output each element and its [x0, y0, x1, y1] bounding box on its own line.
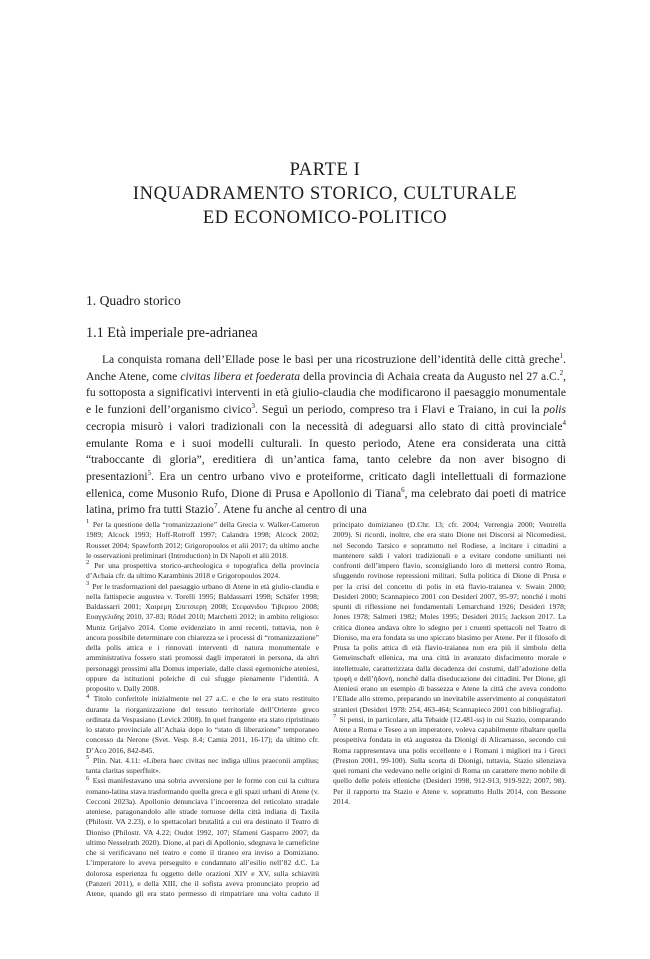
footnote-number: 5 [86, 754, 90, 762]
footnote-number: 1 [86, 518, 90, 526]
footnote [333, 715, 566, 807]
text-run: della provincia di Achaia creata da Augusto nel 27 a.C. [300, 370, 560, 383]
footnote-text: Si pensi, in particolare, alla Tebaide (12.481-ss) in cui Stazio, comparando Atene a Roma e Teseo a un imperatore, voleva capabilmente ribaltare quella prospettiva fondata in età augustea da Dionigi di Alicarnasso, secondo cui Roma rappresentava una polis eccellente e i Romani i migliori tra i Greci (Preston 2001, 99-100). Sulla scorta di Dionigi, tuttavia, Stazio silenziava quei romani che vedevano nelle origini di Roma un carattere meno nobile di quello delle poleis elleniche (Desideri 1998, 912-913, 919-922; 2007, 98). Per il rapporto tra Stazio e Atene v. soprattutto Hulls 2014, con Bessone 2014. [333, 714, 566, 806]
italic-term: civitas libera et foederata [180, 370, 301, 383]
part-subtitle-line-2: ED ECONOMICO-POLITICO [202, 208, 448, 228]
footnote-ref[interactable]: 7 [213, 502, 218, 511]
footnote-ref[interactable]: 6 [401, 485, 405, 494]
footnote [86, 694, 319, 756]
footnote-number: 6 [86, 774, 90, 782]
text-run: emulante Roma e i suoi modelli culturali. In questo periodo, Atene era considerata una città “traboccante di gloria”, ereditiera di un’antica fama, tanto celebre da non aver bisogno di presentazioni [86, 437, 566, 483]
footnote-ref[interactable]: 1 [559, 352, 564, 361]
footnote-ref[interactable]: 3 [251, 402, 256, 411]
footnotes-area [86, 520, 566, 900]
footnote [86, 561, 319, 582]
section-heading-1: 1. Quadro storico [86, 293, 181, 308]
italic-term: polis [543, 404, 566, 417]
text-run: . Seguì un periodo, compreso tra i Flavi e Traiano, in cui la [255, 404, 544, 417]
footnote-ref[interactable]: 2 [559, 368, 564, 377]
footnote [86, 579, 319, 695]
text-run: , ma celebrato dai poeti di matrice latina, primo fra tutti Stazio [86, 487, 566, 517]
footnote [86, 756, 319, 777]
footnote-ref[interactable]: 5 [147, 469, 152, 478]
part-subtitle-line-1: INQUADRAMENTO STORICO, CULTURALE [132, 184, 518, 204]
main-paragraph [86, 352, 566, 519]
section-heading-1-1: 1.1 Età imperiale pre-adrianea [86, 325, 258, 341]
text-run: , fu sottoposta a significativi interventi in età giulio-claudia che modificarono il paesaggio monumentale e le funzioni dell’organismo civico [86, 370, 566, 417]
footnote-text: Essi manifestavano una sobria avversione per le forme con cui la cultura romano-latina stava trasformando quella greca e gli spazi urbani di Atene (v. Cecconi 2023a). Apollonio denunciava l’incoerenza del reticolato stradale ateniese, paragonandolo alle strade tortuose della città indiana di Taxila (Philostr. VA 2.23), e lo spettacolari brutalità a cui era destinato il Teatro di Dioniso (Philostr. VA 4.22; Oudot 1992, 107; Sfameni Gasparro 2007; da ultimo Nesselrath 2020). Dione, al pari di Apollonio, sdegnava le carneficine che si verificavano nel teatro e come il tiraneo era inviso a Domiziano. L’imperatore lo aveva perseguito e condannato all’esilio nell’82 d.C. La dolorosa esperienza fu oggetto delle orazioni XIV e XV, sulla schiavitù (Panzeri 2011), e della XIII, che il sofista aveva pronunciato proprio ad Atene, quando gli era stato permesso di rimpatriare una volta caduto il principato domizianeo (D.Chr. 13; cfr. 2004; Verrengia 2000; Ventrella 2009). Si ricordi, inoltre, che era stato Dione nei Discorsi ai Nicomediesi, nel Secondo Tarsico e soprattutto nel Rodiese, a incitare i cittadini a mantenere saldi i valori tradizionali e a evitare condotte umilianti nei confronti dell’impero flavio, sconsigliando loro di mettersi contro Roma, sfuggendo rovinose repressioni militari. Sulla politica di Dione di Prusa e per la crisi del concetto di polis in età flavio-traianea v. Swain 2000; Desideri 2000; Scannapieco 2001 con Desideri 2007, 95-97; nonché i molti spunti di riflessione nei fondamentali Lemarchand 1926; Desideri 1978; Jones 1978; Salmeri 1982; Moles 1995; Desideri 2015; Jackson 2017. La critica dionea andava oltre lo sdegno per i cruenti spettacoli nel Teatro di Dioniso, ma era fondata su uno spiccato biasimo per Atene. Per il filosofo di Prusa la polis attica di età flavio-traianea non era più il simbolo della Gemeinschaft ellenica, ma una città in avanzato disfacimento morale e intellettuale, caratterizzata dalla decadenza dei costumi, dall’adozione della τρυφή e dell’ἡδονή, nonché dalla diseducazione dei cittadini. Per Dione, gli Ateniesi erano un esempio di bassezza e Atene la città che aveva condotto l’Ellade allo stremo, preparando un inevitabile asservimento ai conquistatori stranieri (Desideri 1978: 254, 463-464; Scannapieco 2001 con bibliografia). [86, 520, 566, 898]
footnote-text: Per una prospettiva storico-archeologica e topografica della provincia d’Achaia cfr. da ultimo Karambinis 2018 e Grigoropoulos 2024. [86, 561, 320, 581]
text-run: . Era un centro urbano vivo e proteiforme, criticato dagli intellettuali di formazione ellenica, come Musonio Rufo, Dione di Prusa e Apollonio di Tiana [86, 470, 566, 500]
footnote-number: 4 [86, 692, 90, 700]
text-run: . Anche Atene, come [86, 354, 566, 383]
footnote [86, 520, 319, 561]
footnote-text: Per la questione della “romanizzazione” della Grecia v. Walker-Cameron 1989; Alcock 1993; Hoff-Rotroff 1997; Calandra 1998; Alcock 2002; Rousset 2004; Spawforth 2012; Grigoropoulos et alii 2017; da ultimo anche le osservazioni preliminari (Introduction) in Di Napoli et alii 2018. [86, 520, 319, 560]
part-heading-block [40, 158, 610, 230]
text-run: . Atene fu anche al centro di una [217, 504, 367, 517]
footnote-text: Per le trasformazioni del paesaggio urbano di Atene in età giulio-claudia e nella fattispecie augustea v. Torelli 1995; Baldassarri 1998; Schäfer 1998; Baldassarri 2001; Χαιρεμη Σπετσιερη 2008; Στεφανιδου Τιβεριου 2008; Ευαγγελιδης 2010, 37-83; Rödel 2010; Marchetti 2012; in ambito religioso: Muniz Grijalvo 2014. Come evidenziato in anni recenti, tuttavia, non è ancora possibile determinare con chiarezza se i processi di “romanizzazione” della polis attica e i rinnovati interventi di natura monumentale e amministrativa fossero stati promossi dagli imperatori in persona, da altri personaggi prossimi alla Domus imperiale, dalle classi egemoniche ateniesi, oppure da istituzioni poleiche di cui sfugge pienamente l’identità. A proposito v. Dally 2008. [86, 581, 319, 693]
part-title: PARTE I [289, 160, 361, 180]
footnote-number: 7 [333, 713, 337, 721]
footnote-text: Titolo conferitole inizialmente nel 27 a.C. e che le era stato restituito durante la riorganizzazione del tessuto territoriale dell’Oriente greco ordinata da Vespasiano (Levick 2008). In quel frangente era stato ripristinato lo statuto provinciale all’Achaia dopo lo “stato di liberazione” temporaneo concesso da Nerone (Svet. Vesp. 8.4; Camia 2011, 16-17); da ultimo cfr. D’Aco 2016, 842-845. [86, 694, 319, 755]
footnote-text: Plin. Nat. 4.11: «Libera haec civitas nec indiga ullius praeconii amplius; tanta claritas superfluit». [86, 755, 319, 775]
footnote-number: 3 [86, 579, 90, 587]
text-run: cecropia misurò i valori tradizionali con la necessità di adeguarsi allo stato di città provinciale [86, 420, 563, 433]
footnote-number: 2 [86, 559, 90, 567]
footnote-ref[interactable]: 4 [562, 418, 566, 427]
text-run: La conquista romana dell’Ellade pose le basi per una ricostruzione dell’identità delle città greche [102, 354, 560, 366]
